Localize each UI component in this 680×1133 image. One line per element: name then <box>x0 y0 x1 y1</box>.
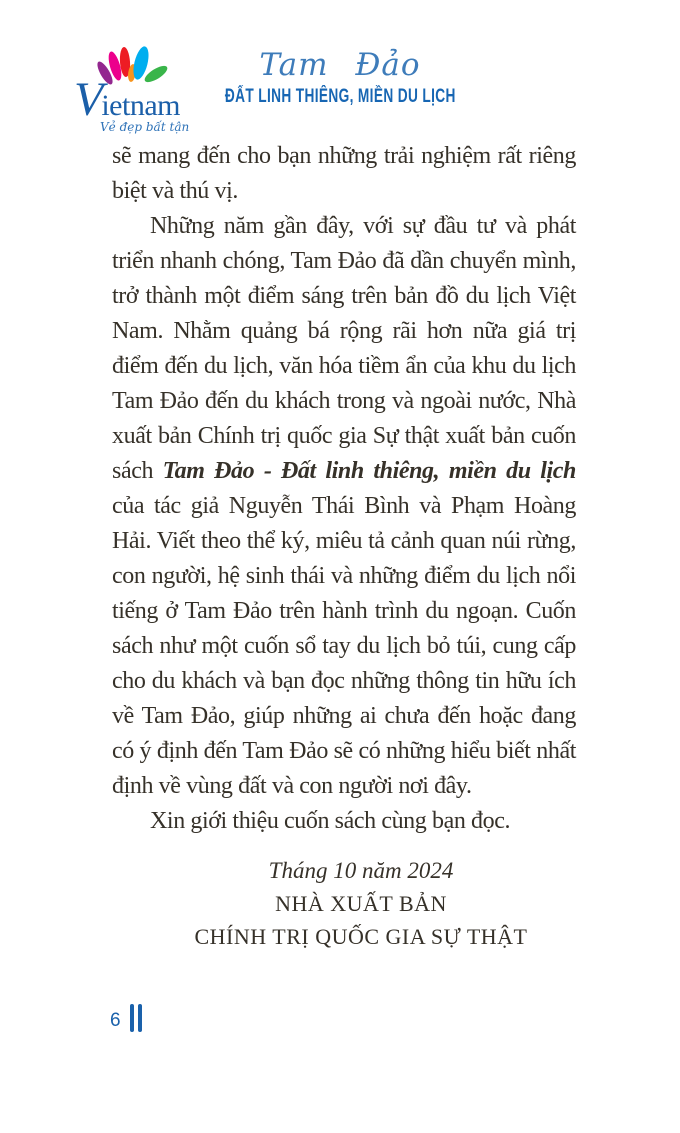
page-footer <box>110 1004 142 1032</box>
signature-date: Tháng 10 năm 2024 <box>268 858 454 883</box>
page-body <box>112 139 576 953</box>
book-header-title-block <box>0 48 680 108</box>
page-number: 6 <box>110 1009 121 1031</box>
logo-tagline: Vẻ đẹp bất tận <box>100 120 190 134</box>
book-subtitle: ĐẤT LINH THIÊNG, MIỀN DU LỊCH <box>224 86 456 108</box>
logo-v-glyph: V <box>74 73 102 126</box>
paragraph-closing: Xin giới thiệu cuốn sách cùng bạn đọc. <box>150 808 511 834</box>
signature-block <box>112 854 576 953</box>
book-title-script: Tam Đảo <box>259 47 421 83</box>
paragraph-main <box>112 209 576 804</box>
publisher-name-line2: CHÍNH TRỊ QUỐC GIA SỰ THẬT <box>194 924 528 949</box>
paragraph-continuation <box>112 139 576 209</box>
book-subtitle-wrap <box>0 86 680 108</box>
paragraph-text: của tác giả Nguyễn Thái Bình và Phạm Hoàng Hải. Viết theo thể ký, miêu tả cảnh quan núi rừng, con người, hệ sinh thái và những điểm du lịch nổi tiếng ở Tam Đảo trên hành trình du ngoạn. Cuốn sách như một cuốn sổ tay du lịch bỏ túi, cung cấp cho du khách và bạn đọc những thông tin hữu ích về Tam Đảo, giúp những ai chưa đến hoặc đang có ý định đến Tam Đảo sẽ có những hiểu biết nhất định về vùng đất và con người nơi đây. <box>112 493 576 799</box>
book-title-emphasis: Tam Đảo - Đất linh thiêng, miền du lịch <box>162 458 576 484</box>
paragraph-text: sẽ mang đến cho bạn những trải nghiệm rất riêng biệt và thú vị. <box>112 143 576 204</box>
paragraph-text: Những năm gần đây, với sự đầu tư và phát triển nhanh chóng, Tam Đảo đã dần chuyển mình, trở thành một điểm sáng trên bản đồ du lịch Việt Nam. Nhằm quảng bá rộng rãi hơn nữa giá trị điểm đến du lịch, văn hóa tiềm ẩn của khu du lịch Tam Đảo đến du khách trong và ngoài nước, Nhà xuất bản Chính trị quốc gia Sự thật xuất bản cuốn sách <box>112 213 576 484</box>
publisher-name-line1: NHÀ XUẤT BẢN <box>275 891 447 916</box>
double-bar-icon <box>130 1004 142 1032</box>
logo-brand-rest: ietnam <box>101 89 180 122</box>
